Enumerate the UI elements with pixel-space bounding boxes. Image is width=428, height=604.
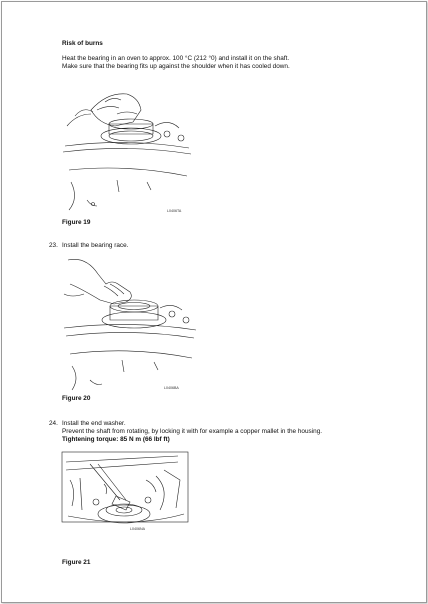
warning-line-2: Make sure that the bearing fits up against the shoulder when it has cooled down.	[62, 63, 290, 70]
figure-21-illustration	[60, 450, 190, 540]
step-24-torque: Tightening torque: 85 N m (66 lbf ft)	[62, 436, 170, 443]
figure-20-illustration	[60, 254, 200, 392]
step-24-line-1: Install the end washer.	[62, 420, 126, 427]
figure-21-code: L0406NA	[130, 527, 145, 531]
warning-title: Risk of burns	[62, 40, 103, 47]
step-24-number: 24.	[49, 420, 58, 427]
figure-20-caption: Figure 20	[62, 395, 91, 402]
figure-19-caption: Figure 19	[62, 219, 91, 226]
manual-page	[1, 1, 427, 603]
warning-line-1: Heat the bearing in an oven to approx. 100 °C (212 °0) and install it on the shaft.	[62, 55, 290, 62]
step-23-number: 23.	[49, 242, 58, 249]
figure-19-illustration	[57, 80, 197, 220]
figure-20-code: L0406BA	[164, 386, 179, 390]
figure-19-code: L0406TA	[167, 209, 182, 213]
step-23-text: Install the bearing race.	[62, 242, 129, 249]
step-24-line-2: Prevent the shaft from rotating, by locking it with for example a copper mallet in the housing.	[62, 428, 323, 435]
figure-21-caption: Figure 21	[62, 559, 91, 566]
